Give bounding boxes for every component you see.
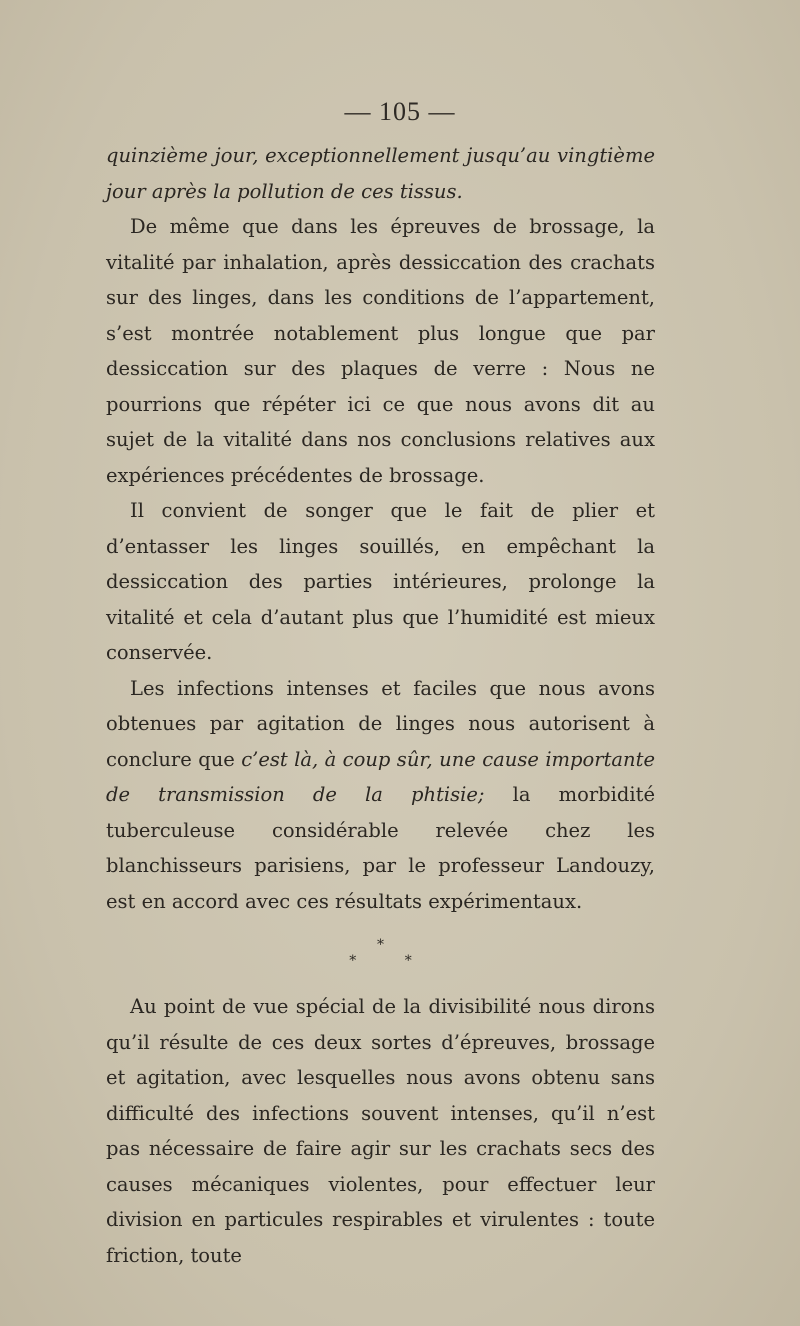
paragraph	[106, 493, 655, 671]
text-segment: Les infections intenses et faciles que nous avons obtenues par agitation de linges nous autorisent à conclure que	[106, 676, 655, 771]
text-segment: De même que dans les épreuves de brossage, la vitalité par inhalation, après dessiccation des crachats sur des linges, dans les conditions de l’appartement, s’est montrée notablement plus longue que par dessiccation sur des plaques de verre : Nous ne pourrions que répéter ici ce que nous avons dit au sujet de la vitalité dans nos conclusions relatives aux expériences précédentes de brossage.	[106, 215, 655, 487]
paragraphs-before-separator	[106, 138, 655, 919]
text-segment: Il convient de songer que le fait de plier et d’entasser les linges souillés, en empêchant la dessiccation des parties intérieures, prolonge la vitalité et cela d’autant plus que l’humidité est mieux conservée.	[106, 499, 655, 664]
italic-text: quinzième jour, exceptionnellement jusqu’au vingtième jour après la pollution de ces tissus.	[106, 144, 655, 203]
section-separator	[106, 937, 655, 969]
paragraph	[106, 138, 655, 209]
paragraph	[106, 671, 655, 920]
separator-asterisk-top: *	[377, 937, 384, 953]
body-text	[106, 138, 655, 1273]
paragraph	[106, 209, 655, 493]
paragraphs-after-separator	[106, 989, 655, 1273]
text-segment: la morbidité tuberculeuse considérable relevée chez les blanchisseurs parisiens, par le professeur Landouzy, est en accord avec ces résultats expérimentaux.	[106, 783, 655, 913]
italic-text: c’est là, à coup sûr, une cause importante de transmission de la phtisie;	[106, 747, 655, 806]
paragraph	[106, 989, 655, 1273]
separator-asterisks-bottom: * *	[349, 953, 434, 969]
text-segment: Au point de vue spécial de la divisibilité nous dirons qu’il résulte de ces deux sortes d’épreuves, brossage et agitation, avec lesquelles nous avons obtenu sans difficulté des infections souvent intenses, qu’il n’est pas nécessaire de faire agir sur les crachats secs des causes mécaniques violentes, pour effectuer leur division en particules respirables et virulentes : toute friction, toute	[106, 995, 655, 1267]
page-number: — 105 —	[344, 97, 456, 126]
